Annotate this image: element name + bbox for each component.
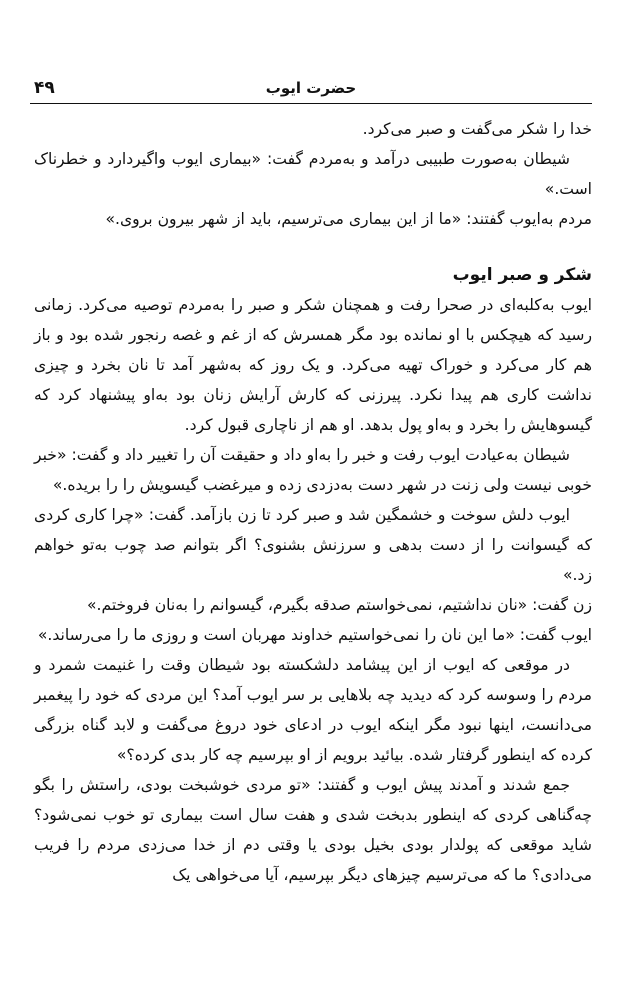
paragraph: شیطان به‌صورت طبیبی درآمد و به‌مردم گفت: «بیماری ایوب واگیردارد و خطرناک است.» — [34, 150, 592, 198]
paragraph: ایوب گفت: «ما این نان را نمی‌خواستیم خداوند مهربان است و روزی ما را می‌رساند.» — [37, 626, 592, 644]
paragraph: خدا را شکر می‌گفت و صبر می‌کرد. — [362, 120, 592, 138]
paragraph: شیطان به‌عیادت ایوب رفت و خبر را به‌او داد و حقیقت آن را تغییر داد و گفت: «خبر خوبی نیست ولی زنت در شهر دست به‌دزدی زده و میرغضب گیسویش را را بریده.» — [34, 446, 592, 494]
section-title: شکر و صبر ایوب — [452, 265, 592, 285]
paragraph: در موقعی که ایوب از این پیشامد دلشکسته بود شیطان وقت را غنیمت شمرد و مردم را وسوسه کرد که دیدید چه بلاهایی بر سر ایوب آمد؟ این مردی که خود را پیغمبر می‌دانست، اینها نبود مگر اینکه ایوب در ادعای خود دروغ می‌گفت و لابد گناه بزرگی کرده که اینطور گرفتار شده. بیائید برویم از او بپرسیم چه کار بدی کرده؟» — [34, 656, 592, 764]
paragraph: ایوب دلش سوخت و خشمگین شد و صبر کرد تا زن بازآمد. گفت: «چرا کاری کردی که گیسوانت را از دست بدهی و سرزنش بشنوی؟ اگر بتوانم صد چوب به‌تو خواهم زد.» — [34, 506, 592, 584]
page-header — [30, 78, 592, 100]
running-title: حضرت ایوب — [265, 79, 357, 97]
paragraph: جمع شدند و آمدند پیش ایوب و گفتند: «تو مردی خوشبخت بودی، راستش را بگو چه‌گناهی کردی که اینطور بدبخت شدی و هفت سال است بیماری تو خوب نمی‌شود؟ شاید موقعی که پولدار بودی بخیل بودی یا وقتی دم از خدا می‌زدی مردم را فریب می‌دادی؟ ما که می‌ترسیم چیزهای دیگر بپرسیم، آیا می‌خواهی یک — [34, 776, 592, 884]
header-rule — [30, 103, 592, 104]
paragraph: زن گفت: «نان نداشتیم، نمی‌خواستم صدقه بگیرم، گیسوانم را به‌نان فروختم.» — [86, 596, 592, 614]
paragraph: مردم به‌ایوب گفتند: «ما از این بیماری می‌ترسیم، باید از شهر بیرون بروی.» — [105, 210, 592, 228]
page-body — [34, 114, 592, 890]
page-number: ۴۹ — [34, 78, 55, 98]
paragraph: ایوب به‌کلبه‌ای در صحرا رفت و همچنان شکر و صبر را به‌مردم توصیه می‌کرد. زمانی رسید که هیچکس با او نمانده بود مگر همسرش که از غم و غصه رنجور شده بود و باز هم کار می‌کرد و خوراک تهیه می‌کرد. و یک روز که به‌شهر آمد تا نان بخرد و چیزی نداشت کاری هم پیدا نکرد. پیرزنی که کارش آرایش زنان بود به‌او پیشنهاد کرد که گیسوهایش را بخرد و به‌او پول بدهد. او هم از ناچاری قبول کرد. — [34, 296, 592, 434]
